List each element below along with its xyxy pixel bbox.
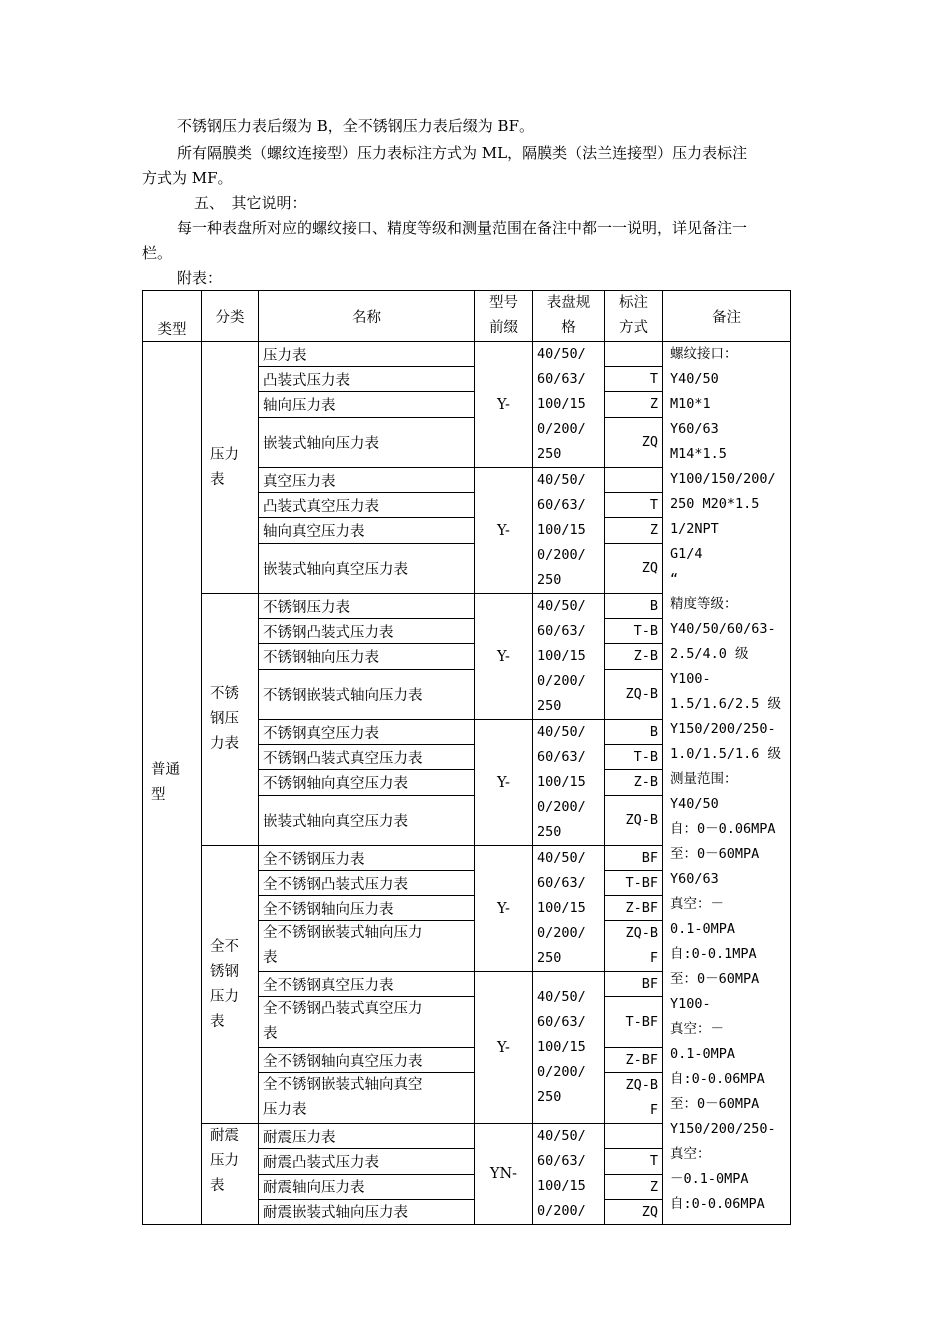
marking-code: T bbox=[605, 367, 663, 392]
marking-code: ZQ-B bbox=[605, 795, 663, 845]
marking-code: Z bbox=[605, 518, 663, 543]
marking-code: Z-B bbox=[605, 770, 663, 795]
marking-code: Z-B bbox=[605, 644, 663, 669]
model-prefix: Y- bbox=[475, 720, 533, 846]
product-name: 全不锈钢真空压力表 bbox=[259, 972, 475, 997]
paragraph-diaphragm-line2: 方式为 MF。 bbox=[142, 169, 233, 187]
dial-spec: 40/50/ 60/63/ 100/15 0/200/ 250 bbox=[533, 342, 605, 468]
model-prefix: Y- bbox=[475, 468, 533, 594]
header-marking: 标注 方式 bbox=[605, 291, 663, 342]
product-name: 全不锈钢轴向压力表 bbox=[259, 896, 475, 921]
marking-code: Z-BF bbox=[605, 1048, 663, 1073]
product-name: 不锈钢凸装式真空压力表 bbox=[259, 745, 475, 770]
model-prefix: Y- bbox=[475, 972, 533, 1124]
product-name: 耐震压力表 bbox=[259, 1124, 475, 1149]
category-cell: 耐震压力表 bbox=[202, 1124, 259, 1225]
dial-spec: 40/50/ 60/63/ 100/15 0/200/ 250 bbox=[533, 468, 605, 594]
model-prefix: Y- bbox=[475, 594, 533, 720]
product-name: 耐震凸装式压力表 bbox=[259, 1149, 475, 1174]
marking-code: ZQ-B F bbox=[605, 1073, 663, 1124]
paragraph-notes-line2: 栏。 bbox=[142, 244, 173, 262]
product-name: 轴向真空压力表 bbox=[259, 518, 475, 543]
dial-spec: 40/50/ 60/63/ 100/15 0/200/ 250 bbox=[533, 972, 605, 1124]
header-model-prefix: 型号 前缀 bbox=[475, 291, 533, 342]
product-name: 嵌装式轴向压力表 bbox=[259, 417, 475, 467]
product-name: 全不锈钢轴向真空压力表 bbox=[259, 1048, 475, 1073]
header-type: 类型 bbox=[143, 291, 202, 342]
product-name: 全不锈钢凸装式真空压力 表 bbox=[259, 997, 475, 1048]
marking-code: T-BF bbox=[605, 997, 663, 1048]
product-name: 凸装式压力表 bbox=[259, 367, 475, 392]
notes-cell: 螺纹接口： Y40/50 M10*1 Y60/63 M14*1.5 Y100/150/200/ 250 M20*1.5 1/2NPT G1/4 “ 精度等级： Y40/50/60/63- 2.5/4.0 级 Y100- 1.5/1.6/2.5 级 Y150/200/250- 1.0/1.5/1.6 级 测量范围： Y40/50 自：0－0.06MPA 至：0－60MPA Y60/63 真空：－ 0.1-0MPA 自:0-0.1MPA 至：0－60MPA Y100- 真空：－ 0.1-0MPA 自:0-0.06MPA 至：0－60MPA Y150/200/250- 真空： －0.1-0MPA 自:0-0.06MPA bbox=[663, 342, 791, 1225]
category-cell: 不锈钢压力表 bbox=[202, 594, 259, 846]
table-row bbox=[143, 342, 791, 367]
product-name: 耐震嵌装式轴向压力表 bbox=[259, 1199, 475, 1224]
model-prefix: Y- bbox=[475, 342, 533, 468]
product-name: 凸装式真空压力表 bbox=[259, 493, 475, 518]
paragraph-suffix: 不锈钢压力表后缀为 B，全不锈钢压力表后缀为 BF。 bbox=[177, 117, 534, 135]
marking-code: ZQ bbox=[605, 543, 663, 593]
marking-code: B bbox=[605, 594, 663, 619]
appendix-label: 附表： bbox=[177, 269, 223, 287]
marking-code: T-B bbox=[605, 745, 663, 770]
product-name: 不锈钢嵌装式轴向压力表 bbox=[259, 669, 475, 719]
marking-code: T bbox=[605, 1149, 663, 1174]
category-cell: 压力表 bbox=[202, 342, 259, 594]
product-name: 嵌装式轴向真空压力表 bbox=[259, 543, 475, 593]
type-cell: 普通型 bbox=[143, 342, 202, 1225]
product-name: 不锈钢压力表 bbox=[259, 594, 475, 619]
product-name: 全不锈钢凸装式压力表 bbox=[259, 871, 475, 896]
product-name: 不锈钢凸装式压力表 bbox=[259, 619, 475, 644]
marking-code: ZQ bbox=[605, 417, 663, 467]
dial-spec: 40/50/ 60/63/ 100/15 0/200/ bbox=[533, 1124, 605, 1225]
spec-table bbox=[142, 290, 791, 1225]
dial-spec: 40/50/ 60/63/ 100/15 0/200/ 250 bbox=[533, 720, 605, 846]
paragraph-notes-line1: 每一种表盘所对应的螺纹接口、精度等级和测量范围在备注中都一一说明，详见备注一 bbox=[177, 219, 748, 237]
dial-spec: 40/50/ 60/63/ 100/15 0/200/ 250 bbox=[533, 594, 605, 720]
product-name: 全不锈钢压力表 bbox=[259, 846, 475, 871]
header-name: 名称 bbox=[259, 291, 475, 342]
marking-code: ZQ-B bbox=[605, 669, 663, 719]
header-dial-spec: 表盘规 格 bbox=[533, 291, 605, 342]
product-name: 轴向压力表 bbox=[259, 392, 475, 417]
marking-code: T bbox=[605, 493, 663, 518]
section-heading-other-notes: 五、 其它说明： bbox=[194, 194, 307, 212]
header-notes: 备注 bbox=[663, 291, 791, 342]
model-prefix: YN- bbox=[475, 1124, 533, 1225]
product-name: 不锈钢轴向压力表 bbox=[259, 644, 475, 669]
marking-code bbox=[605, 342, 663, 367]
header-category: 分类 bbox=[202, 291, 259, 342]
marking-code: BF bbox=[605, 972, 663, 997]
product-name: 耐震轴向压力表 bbox=[259, 1174, 475, 1199]
table-header-row bbox=[143, 291, 791, 342]
dial-spec: 40/50/ 60/63/ 100/15 0/200/ 250 bbox=[533, 846, 605, 972]
product-name: 真空压力表 bbox=[259, 468, 475, 493]
category-cell: 全不锈钢压力表 bbox=[202, 846, 259, 1124]
product-name: 压力表 bbox=[259, 342, 475, 367]
marking-code bbox=[605, 468, 663, 493]
marking-code: ZQ-B F bbox=[605, 921, 663, 972]
product-name: 嵌装式轴向真空压力表 bbox=[259, 795, 475, 845]
product-name: 全不锈钢嵌装式轴向压力 表 bbox=[259, 921, 475, 972]
marking-code: Z bbox=[605, 392, 663, 417]
marking-code: BF bbox=[605, 846, 663, 871]
product-name: 全不锈钢嵌装式轴向真空 压力表 bbox=[259, 1073, 475, 1124]
marking-code: B bbox=[605, 720, 663, 745]
marking-code: ZQ bbox=[605, 1199, 663, 1224]
marking-code bbox=[605, 1124, 663, 1149]
paragraph-diaphragm-line1: 所有隔膜类（螺纹连接型）压力表标注方式为 ML，隔膜类（法兰连接型）压力表标注 bbox=[177, 144, 748, 162]
marking-code: Z bbox=[605, 1174, 663, 1199]
marking-code: Z-BF bbox=[605, 896, 663, 921]
marking-code: T-B bbox=[605, 619, 663, 644]
model-prefix: Y- bbox=[475, 846, 533, 972]
marking-code: T-BF bbox=[605, 871, 663, 896]
product-name: 不锈钢真空压力表 bbox=[259, 720, 475, 745]
product-name: 不锈钢轴向真空压力表 bbox=[259, 770, 475, 795]
